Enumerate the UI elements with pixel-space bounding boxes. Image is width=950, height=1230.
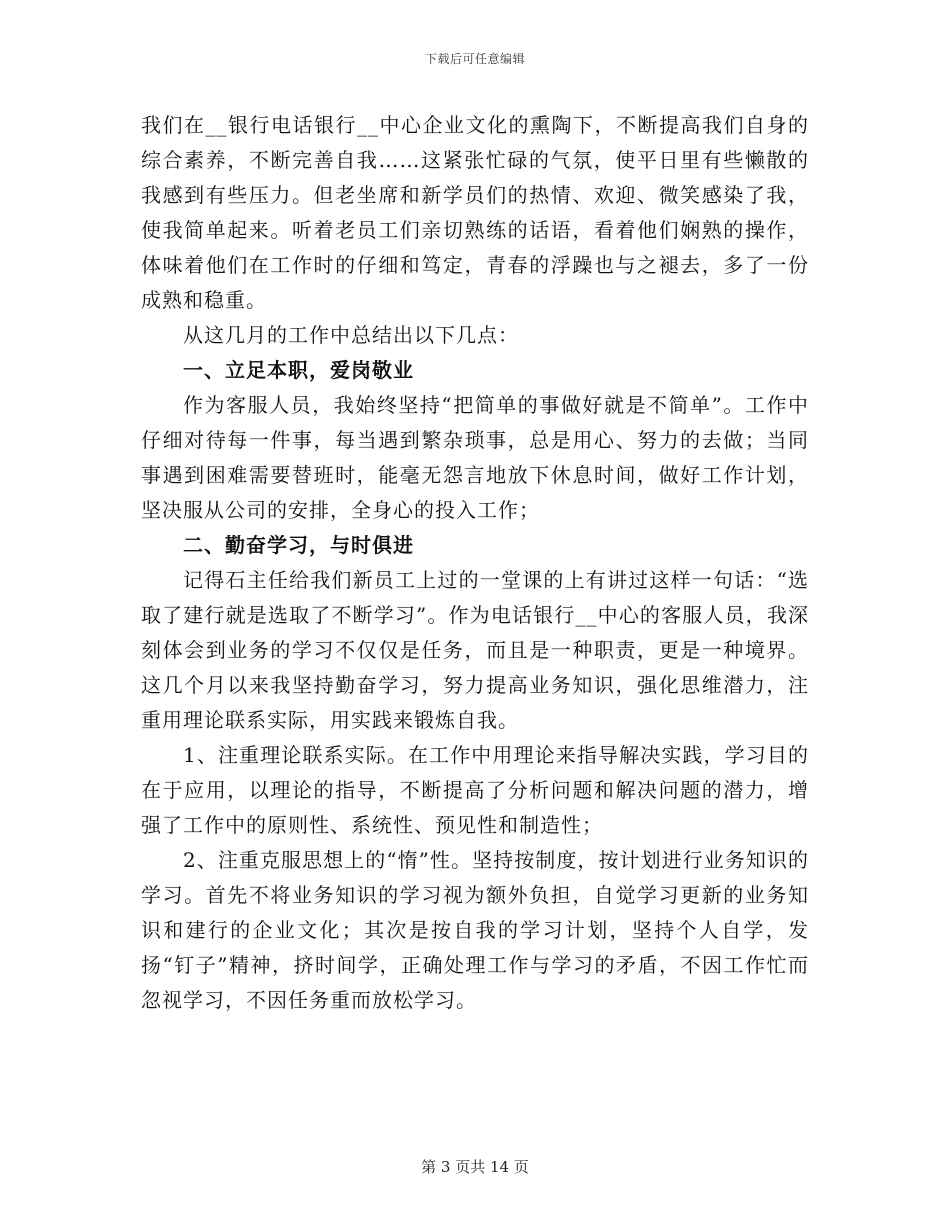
body-paragraph: 作为客服人员，我始终坚持“把简单的事做好就是不简单”。工作中仔细对待每一件事，每当遇到繁杂琐事，总是用心、努力的去做；当同事遇到困难需要替班时，能毫无怨言地放下休息时间，做好工作计划，坚决服从公司的安排，全身心的投入工作； [141,393,809,522]
body-paragraph: 记得石主任给我们新员工上过的一堂课的上有讲过这样一句话：“选取了建行就是选取了不断学习”。作为电话银行__中心的客服人员，我深刻体会到业务的学习不仅仅是任务，而且是一种职责，更是一种境界。这几个月以来我坚持勤奋学习，努力提高业务知识，强化思维潜力，注重用理论联系实际，用实践来锻炼自我。 [141,568,809,732]
section-heading: 一、立足本职，爱岗敬业 [183,358,414,382]
body-paragraph: 从这几月的工作中总结出以下几点： [183,323,519,347]
body-paragraph: 2、注重克服思想上的“惰”性。坚持按制度，按计划进行业务知识的学习。首先不将业务知识的学习视为额外负担，自觉学习更新的业务知识和建行的企业文化；其次是按自我的学习计划，坚持个人自学，发扬“钉子”精神，挤时间学，正确处理工作与学习的矛盾，不因工作忙而忽视学习，不因任务重而放松学习。 [141,848,809,1012]
page-number: 第 3 页共 14 页 [421,1158,529,1176]
document-body [141,108,809,1018]
section-heading: 二、勤奋学习，与时俱进 [183,533,414,557]
body-paragraph: 我们在__银行电话银行__中心企业文化的熏陶下，不断提高我们自身的综合素养，不断完善自我……这紧张忙碌的气氛，使平日里有些懒散的我感到有些压力。但老坐席和新学员们的热情、欢迎、微笑感染了我，使我简单起来。听着老员工们亲切熟练的话语，看着他们娴熟的操作，体味着他们在工作时的仔细和笃定，青春的浮躁也与之褪去，多了一份成熟和稳重。 [141,113,809,312]
body-paragraph: 1、注重理论联系实际。在工作中用理论来指导解决实践，学习目的在于应用，以理论的指导，不断提高了分析问题和解决问题的潜力，增强了工作中的原则性、系统性、预见性和制造性； [141,743,809,837]
page-header: 下载后可任意编辑 [424,52,525,66]
